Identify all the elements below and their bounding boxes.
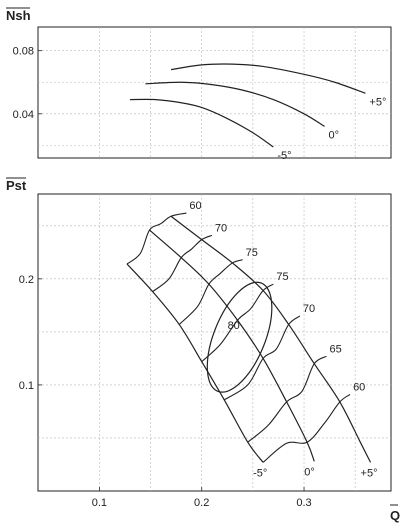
top-series-label: +5° — [369, 96, 387, 109]
efficiency-contour-label: 60 — [189, 200, 202, 213]
bottom-series-label: -5° — [253, 467, 268, 480]
efficiency-contour-label: 65 — [329, 343, 342, 356]
peak-efficiency-label: 80 — [227, 320, 240, 333]
top-series-line — [145, 82, 324, 126]
efficiency-contour-label: 70 — [302, 302, 316, 315]
bottom-x-tick-label: 0.1 — [91, 497, 108, 509]
top-y-tick-label: 0.08 — [12, 45, 34, 58]
bottom-series-line — [171, 216, 371, 462]
bottom-y-axis-label: Pst — [6, 178, 27, 193]
efficiency-contour-label: 75 — [245, 246, 258, 259]
efficiency-contour-line — [248, 356, 327, 442]
top-series-label: -5° — [277, 149, 292, 162]
bottom-x-axis-label: Q — [390, 508, 401, 523]
bottom-series-line — [127, 264, 263, 462]
efficiency-contour-label: 75 — [276, 271, 289, 284]
efficiency-contours — [127, 200, 365, 462]
peak-efficiency-ellipse — [194, 274, 285, 401]
bottom-tick-labels — [19, 274, 312, 509]
top-y-tick-label: 0.04 — [12, 108, 34, 121]
bottom-series-line — [150, 230, 315, 461]
top-series-line — [171, 64, 365, 93]
top-chart — [6, 8, 391, 162]
bottom-y-tick-label: 0.1 — [18, 379, 34, 392]
top-series-label: 0° — [328, 129, 340, 142]
bottom-series-label: +5° — [360, 467, 378, 480]
efficiency-contour-label: 70 — [214, 222, 228, 235]
bottom-chart — [6, 178, 400, 523]
top-series — [130, 64, 386, 162]
efficiency-contour-line — [263, 394, 350, 462]
efficiency-contour-line — [153, 235, 212, 291]
bottom-x-tick-label: 0.2 — [194, 497, 210, 509]
bottom-y-tick-label: 0.2 — [18, 273, 34, 286]
efficiency-contour-label: 60 — [353, 381, 366, 394]
bottom-x-tick-label: 0.3 — [296, 497, 312, 509]
top-y-axis-label: Nsh — [6, 8, 31, 23]
bottom-series-label: 0° — [304, 466, 315, 479]
